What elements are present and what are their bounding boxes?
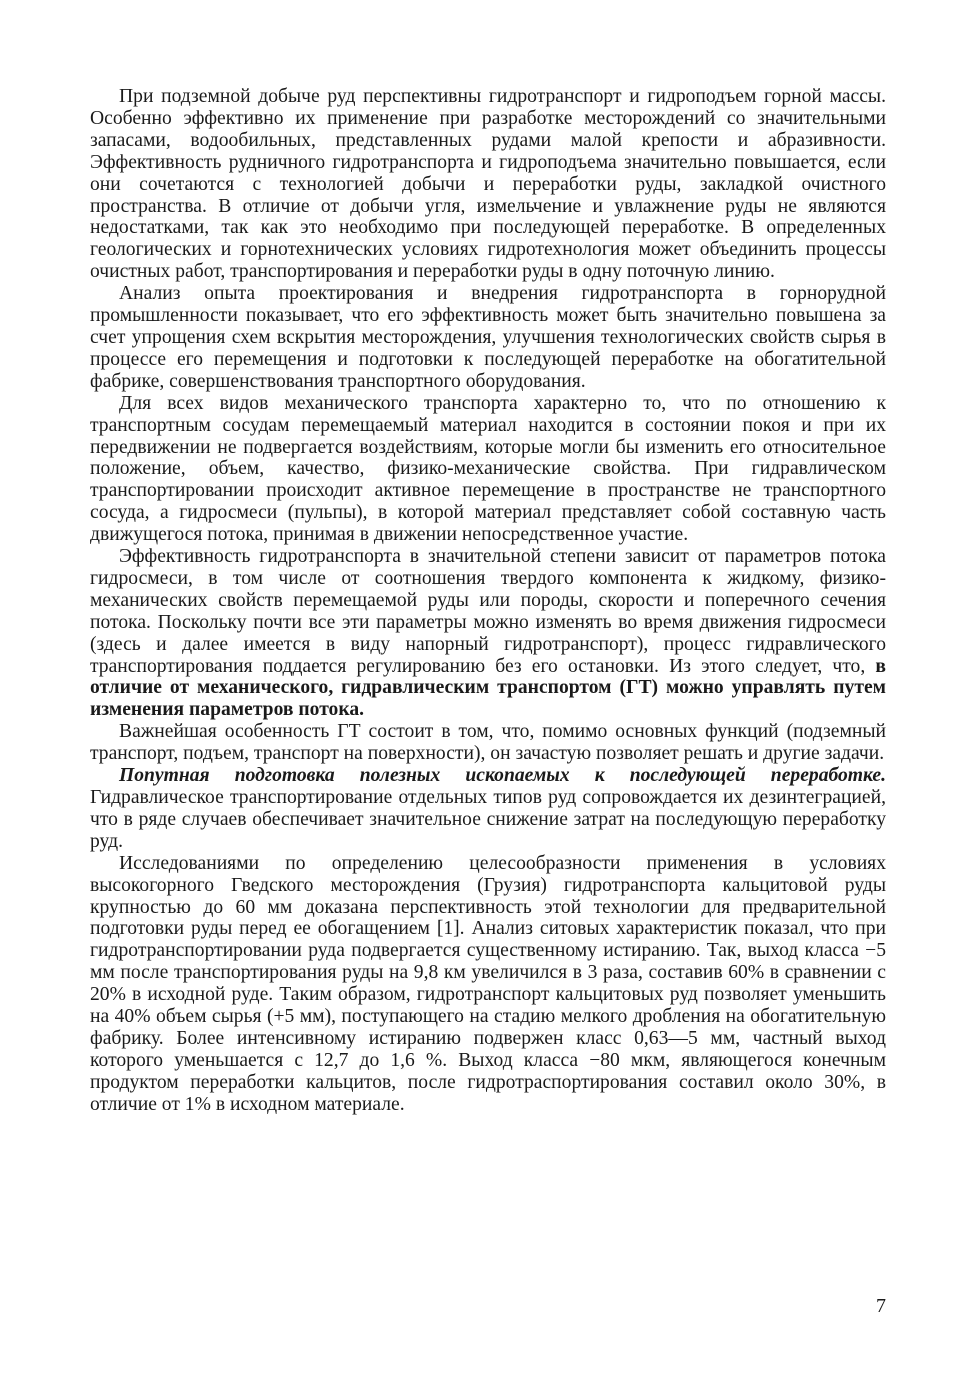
paragraph-4-bold-emphasis: в отличие от механического, гидравлическим транспортом (ГТ) можно управлять путем изменения параметров потока. [90,655,886,721]
paragraph-5: Важнейшая особенность ГТ состоит в том, что, помимо основных функций (подземный транспорт, подъем, транспорт на поверхности), он зачастую позволяет решать и другие задачи. [90,721,886,765]
paragraph-7: Исследованиями по определению целесообразности применения в условиях высокогорного Гведского месторождения (Грузия) гидротранспорта кальцитовой руды крупностью до 60 мм доказана перспективность этой технологии для предварительной подготовки руды перед ее обогащением [1]. Анализ ситовых характеристик показал, что при гидротранспортировании руда подвергается существенному истиранию. Так, выход класса −5 мм после транспортирования руды на 9,8 км увеличился в 3 раза, составив 60% в сравнении с 20% в исходной руде. Таким образом, гидротранспорт кальцитовых руд позволяет уменьшить на 40% объем сырья (+5 мм), поступающего на стадию мелкого дробления на обогатительную фабрику. Более интенсивному истиранию подвержен класс 0,63—5 мм, частный выход которого уменьшается с 12,7 до 1,6 %. Выход класса −80 мкм, являющегося конечным продуктом переработки кальцитов, после гидротраспортирования составил около 30%, в отличие от 1% в исходном материале. [90,852,886,1115]
paragraph-6 [90,765,886,853]
paragraph-4 [90,546,886,721]
page-body [90,86,886,1116]
paragraph-6-text: Гидравлическое транспортирование отдельных типов руд сопровождается их дезинтеграцией, что в ряде случаев обеспечивает значительное снижение затрат на последующую переработку руд. [90,787,886,852]
paragraph-4-text: Эффективность гидротранспорта в значительной степени зависит от параметров потока гидросмеси, в том числе от соотношения твердого компонента к жидкому, физико-механических свойств перемещаемой руды или породы, скорости и поперечного сечения потока. Поскольку почти все эти параметры можно изменять во время движения гидросмеси (здесь и далее имеется в виду напорный гидротранспорт), процесс гидравлического транспортирования поддается регулированию без его остановки. Из этого следует, что, [90,546,886,677]
page-number: 7 [876,1295,886,1317]
paragraph-6-run-in-heading: Попутная подготовка полезных ископаемых к последующей переработке. [119,765,886,787]
paragraph-3: Для всех видов механического транспорта характерно то, что по отношению к транспортным сосудам перемещаемый материал находится в состоянии покоя и при их передвижении не подвергается воздействиям, которые могли бы изменить его относительное положение, объем, качество, физико-механические свойства. При гидравлическом транспортировании происходит активное перемещение в пространстве не транспортного сосуда, а гидросмеси (пульпы), в которой материал представляет собой составную часть движущегося потока, принимая в движении непосредственное участие. [90,392,886,546]
paragraph-1: При подземной добыче руд перспективны гидротранспорт и гидроподъем горной массы. Особенно эффективно их применение при разработке месторождений со значительными запасами, водообильных, представленных рудами малой крепости и абразивности. Эффективность рудничного гидротранспорта и гидроподъема значительно повышается, если они сочетаются с технологией добычи и переработки руды, закладкой очистного пространства. В отличие от добычи угля, измельчение и увлажнение руды не являются недостатками, так как это необходимо при последующей переработке. В определенных геологических и горнотехнических условиях гидротехнология может объединить процессы очистных работ, транспортирования и переработки руды в одну поточную линию. [90,86,886,283]
paragraph-2: Анализ опыта проектирования и внедрения гидротранспорта в горнорудной промышленности показывает, что его эффективность может быть значительно повышена за счет упрощения схем вскрытия месторождения, улучшения технологических свойств сырья в процессе его перемещения и подготовки к последующей переработке на обогатительной фабрике, совершенствования транспортного оборудования. [90,283,886,392]
